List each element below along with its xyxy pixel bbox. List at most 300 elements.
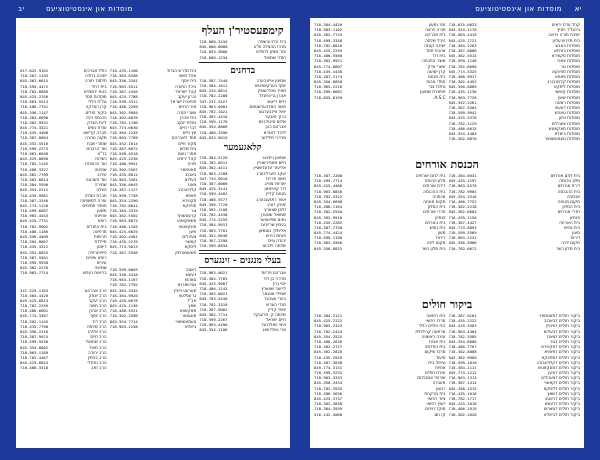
entry-name: ביקור חולים דצעהלים <box>541 375 580 381</box>
entry-name: מקום לינה <box>561 240 580 246</box>
phone-number: 845-354-2290 <box>109 197 138 203</box>
entry-name: אלימלך גוטמאן <box>258 227 286 233</box>
entry-name: שערי תורה <box>177 109 197 115</box>
list-item <box>314 412 446 417</box>
entry-name: מנחם קליין <box>266 191 286 197</box>
entry-name: ביאלא <box>184 323 197 329</box>
entry-name: ביקור חולים דסאטמאר <box>539 313 580 318</box>
entry-name: פנסיון <box>569 214 580 220</box>
bikur-col-2 <box>314 313 446 417</box>
entry-name: שמעון אייזנבערג <box>257 77 286 83</box>
entry-name: דירת אורחים <box>557 183 580 189</box>
list-item <box>314 246 446 251</box>
entry-name: דירות <box>570 235 580 241</box>
phone-number: 718-435-7790 <box>19 323 49 329</box>
list-item <box>449 136 581 141</box>
phone-number: 718-963-3301 <box>109 176 138 182</box>
phone-number: 718-782-3535 <box>314 385 343 391</box>
phone-number: 718-855-8199 <box>314 94 343 100</box>
phone-number: 845-356-1147 <box>19 109 49 115</box>
phone-number: 845-425-6643 <box>19 360 49 366</box>
entry-name: ביקור חולים דראטה <box>544 396 580 401</box>
entry-name: בית דוד <box>432 53 446 59</box>
entry-name: בית ההכנסה <box>423 188 446 194</box>
entry-name: מוסדות טאהש <box>554 110 580 116</box>
phone-number: 718-782-1129 <box>448 120 477 126</box>
phone-number: 845-354-2212 <box>19 187 49 193</box>
entry-name: באבוב <box>185 171 197 177</box>
phone-number: 516-242-5068 <box>314 411 343 417</box>
phone-number: 718-384-1111 <box>448 364 477 370</box>
phone-number: 718-599-4518 <box>109 151 138 156</box>
phone-number: 718-599-3358 <box>314 37 343 43</box>
phone-number: 718-302-2218 <box>448 204 477 210</box>
entry-name: הרב יצחק <box>88 292 107 298</box>
phone-number: 718-302-6621 <box>199 291 228 297</box>
entry-name: חברת הצלה <box>84 192 107 198</box>
phone-number: 845-774-4424 <box>314 230 343 236</box>
entry-name: ישיבה קטנה <box>424 42 446 48</box>
entry-name: בית נופש <box>429 224 446 230</box>
phone-number: 718-302-2020 <box>448 411 477 417</box>
entry-name: בית מנחם <box>428 73 446 79</box>
entry-name: מאקאווא <box>179 308 197 314</box>
entry-name: ראטה <box>185 266 197 272</box>
entry-name: טיפול בית <box>428 359 446 365</box>
phone-number: 718-384-3319 <box>109 208 138 214</box>
phone-number: 718-963-2231 <box>448 235 477 241</box>
section-title-hachnasas-orchim: הכנסת אורחים <box>415 158 479 171</box>
phone-number: 718-435-1616 <box>448 390 477 396</box>
phone-number: 718-599-3232 <box>314 370 343 376</box>
entry-name: חברה קדישא <box>83 130 107 136</box>
phone-number: 718-435-4408 <box>19 130 49 136</box>
phone-number: 718-599-2273 <box>19 145 49 151</box>
entry-name: ביקור חולים דטאהש <box>544 406 580 412</box>
middle-list <box>110 68 197 255</box>
entry-name: עזרת חולים <box>425 370 446 376</box>
phone-number: 718-486-1103 <box>109 223 138 229</box>
phone-number: 718-384-6631 <box>448 173 477 178</box>
phone-number: 718-782-5505 <box>448 333 477 339</box>
entry-name: בית מרקחת <box>424 390 446 396</box>
phone-number: 718-486-1164 <box>314 204 343 210</box>
entry-name: גמ"ח כללי <box>88 99 107 105</box>
entry-name: יוסף בערקאוויטש <box>255 82 286 88</box>
entry-name: בד"צ <box>97 151 107 156</box>
entry-name: לייזער שווארץ <box>261 285 286 291</box>
entry-name: ייעוץ רפואי <box>426 401 446 407</box>
section-title-singers: בעלי מנגנים - זינגערס <box>199 253 286 268</box>
phone-number: 718-486-9941 <box>109 161 138 167</box>
phone-number: 845-425-2256 <box>19 93 49 99</box>
entry-name: מרדכי בן דוד <box>263 275 286 281</box>
entry-name: אחיעזר <box>93 213 107 219</box>
hachnasas-col-1 <box>449 173 581 251</box>
divider <box>199 62 286 63</box>
phone-number: 718-435-1136 <box>448 89 477 95</box>
entry-name: בית לחם אורחים <box>416 173 446 178</box>
entry-name: בנות ירושלים <box>83 88 107 94</box>
phone-number: 718-387-5546 <box>109 249 138 255</box>
entry-name: מוסדות קאשוי <box>554 89 580 95</box>
entry-name: ביקור חולים דקאשוי <box>544 380 580 386</box>
phone-number: 718-486-3318 <box>19 365 49 371</box>
hachnasas-list-1 <box>449 173 581 251</box>
list-item <box>449 412 581 417</box>
phone-number: 718-486-7752 <box>448 198 477 204</box>
list-item <box>199 135 286 140</box>
phone-number: 845-774-3131 <box>314 364 343 370</box>
bikur-col-1 <box>449 313 581 417</box>
entry-name: שומרי שבת <box>86 140 107 146</box>
phone-number: 845-425-6629 <box>109 228 138 234</box>
phone-number: 718-302-8870 <box>448 136 477 142</box>
entry-name: הרב יעקב <box>88 297 107 303</box>
phone-number: 845-425-9087 <box>199 280 228 286</box>
phone-number: 718-963-2258 <box>109 323 138 329</box>
phone-number: 718-963-1102 <box>314 27 343 33</box>
phone-number: 718-599-6603 <box>109 266 138 272</box>
entry-name: ויזניץ <box>187 161 197 167</box>
entry-name: וויען <box>189 228 197 234</box>
entry-name: בית הארחה <box>559 219 580 225</box>
phone-number: 718-599-3312 <box>109 99 138 105</box>
entry-name: אברהם פריעד <box>260 270 286 276</box>
phone-number: 718-782-2424 <box>314 328 343 334</box>
entry-name: ביקור חולים <box>85 109 107 115</box>
entry-name: ביקור חולים דגור <box>550 338 580 344</box>
entry-name: מקוה טהרה <box>85 135 107 141</box>
phone-number: 845-425-1197 <box>448 178 477 184</box>
phone-number: 845-362-2828 <box>314 349 343 355</box>
entry-name: כולל אברכים <box>83 68 107 73</box>
entry-name: מרדכי מיללער <box>260 134 286 140</box>
entry-name: מוסדות פאפא <box>554 73 580 79</box>
phone-number: 718-387-3346 <box>19 197 49 203</box>
phone-number: 718-302-2727 <box>314 344 343 350</box>
entry-name: רופא <box>97 218 107 224</box>
entry-name: דברי חיים <box>179 125 197 131</box>
entry-name: איצי וואלדנער <box>261 322 286 328</box>
phone-number: 718-963-0981 <box>199 103 228 109</box>
phone-number: 718-963-4419 <box>448 32 477 38</box>
phone-number: 845-362-7743 <box>314 32 343 38</box>
entry-name: אכסניה <box>432 193 446 199</box>
phone-number: 718-486-3390 <box>199 129 228 135</box>
phone-number: 845-356-3434 <box>314 380 343 386</box>
entry-name: אהל משה <box>178 73 197 79</box>
entry-name: אונגוואר <box>181 313 197 319</box>
phone-number: 845-362-3345 <box>109 287 138 293</box>
phone-number: 718-486-1919 <box>448 406 477 412</box>
phone-number: 718-302-9932 <box>19 119 49 125</box>
entry-name: גור <box>191 208 197 214</box>
list-item <box>199 327 286 332</box>
entry-name: שמיעה <box>94 265 107 271</box>
phone-number: 718-387-5504 <box>448 105 477 110</box>
phone-number: 718-387-4427 <box>448 219 477 225</box>
entry-name: אהבת חסד <box>425 47 446 53</box>
phone-number: 718-000-1234 <box>199 54 228 60</box>
phone-number: 718-782-2259 <box>19 303 49 309</box>
entry-name: מרפאה קהילתית <box>415 328 446 334</box>
phone-number: 718-384-5590 <box>19 182 49 188</box>
entry-name: פאפא <box>185 192 197 198</box>
phone-number: 718-963-3333 <box>314 375 343 381</box>
phone-number: 845-783-5540 <box>199 296 228 302</box>
entry-name: הצלה <box>96 187 107 193</box>
entry-name: חדרי אורחים <box>423 209 446 215</box>
entry-name: משה פריינד <box>265 175 286 181</box>
entry-name: מרכז רפואי <box>425 318 446 324</box>
entry-name: בית מלון כשר <box>556 245 580 251</box>
entry-name: קאשוי <box>185 239 197 245</box>
phone-number: 845-362-9904 <box>109 109 138 115</box>
entry-name: שלום טייטלבוים <box>258 119 286 125</box>
entry-name: לינת הצדק <box>87 119 107 125</box>
entry-name: בית נופש <box>564 224 580 230</box>
phone-number: 718-486-5560 <box>314 53 343 59</box>
phone-number: 718-387-9002 <box>199 306 228 312</box>
entry-name: קהל ישראל <box>175 88 197 94</box>
phone-number: 845-425-3303 <box>448 323 477 329</box>
phone-number: 845-774-6607 <box>314 63 343 69</box>
hachnasas-col-2 <box>314 173 446 251</box>
entry-name: מוסדות באבוב <box>554 42 580 48</box>
entry-name: מוסדות מונקאטש <box>548 125 580 131</box>
entry-name: ברעסלעוו <box>178 292 197 298</box>
list-item <box>199 243 286 248</box>
entry-name: דוד קויפמאן <box>264 186 286 192</box>
entry-name: מוסדות ליסקא <box>553 84 580 90</box>
entry-name: מאיר גאלדשטיין <box>257 88 286 94</box>
phone-number: 845-354-4483 <box>448 130 477 136</box>
phone-number: 845-362-7714 <box>199 311 228 317</box>
phone-number: 718-302-9921 <box>314 58 343 64</box>
phone-number: 347-743-9010 <box>199 175 228 181</box>
phone-number: 845-425-3376 <box>448 115 477 121</box>
right-page <box>310 18 584 448</box>
phone-number: 845-354-7714 <box>109 318 138 324</box>
phone-number: 718-963-8874 <box>109 218 138 224</box>
entry-name: מוסדות ספינקא <box>552 68 580 74</box>
phone-number: 718-486-5521 <box>109 308 138 314</box>
phone-number: 718-384-1611 <box>199 82 228 88</box>
entry-name: יעקב פערלבערג <box>256 170 286 176</box>
phone-number: 718-387-8864 <box>19 135 49 141</box>
phone-number: 718-599-7758 <box>109 192 138 198</box>
entry-name: ביקור חולים דבעלזא <box>543 328 580 334</box>
entry-name: עיניים <box>96 259 107 265</box>
entry-name: הרב דוד <box>92 318 107 324</box>
phone-number: 718-963-8856 <box>314 188 343 194</box>
entry-name: בערי וועבער <box>264 296 286 302</box>
top-section-list <box>199 39 286 60</box>
phone-number: 718-486-5577 <box>199 196 228 202</box>
phone-number: 718-435-4438 <box>314 68 343 74</box>
phone-number: 718-963-2216 <box>314 84 343 90</box>
entry-name: היכל שלמה <box>424 37 446 43</box>
hachnasas-list-2 <box>314 173 446 251</box>
entry-name: הרב יוסף <box>90 313 107 319</box>
entry-name: אשר ראזענבערג <box>256 196 286 202</box>
phone-number: 718-625-0023 <box>448 22 477 27</box>
entry-name: ביקור חולים דדעעש <box>544 401 580 407</box>
right-page-header <box>310 4 584 15</box>
entry-name: סיעוד <box>435 354 446 360</box>
entry-name: נחלת צבי <box>428 84 446 90</box>
entry-name: צאנז <box>187 182 197 188</box>
entry-name: קרן ישועה <box>427 68 446 74</box>
phone-number: 718-486-1143 <box>199 285 228 291</box>
phone-number: 718-782-4467 <box>19 354 49 360</box>
entry-name: תלמוד תורה <box>84 78 107 84</box>
entry-name: בית הארחה <box>424 219 446 225</box>
entry-name: קרן הצדקה <box>85 104 107 110</box>
phone-number: 718-486-9917 <box>448 73 477 79</box>
entry-name: נאדווארנא <box>177 282 197 288</box>
phone-number: 845-000-0000 <box>199 44 228 50</box>
entry-name: הרב שמואל <box>85 339 107 345</box>
entry-name: זכרון יעקב <box>177 93 197 99</box>
phone-number: 718-963-5566 <box>314 240 343 246</box>
entry-name: בית מדרש הגדול <box>166 68 197 73</box>
phone-number: 718-384-4426 <box>19 292 49 298</box>
entry-name: בית שלום <box>179 145 197 151</box>
right-page-running-title: מוסדות און אינסטיטוציעס <box>475 5 562 13</box>
phone-number: 718-435-9981 <box>19 192 49 198</box>
entry-name: טעמעשוואר <box>175 318 197 324</box>
entry-name: פנסיון <box>435 214 446 220</box>
phone-number: 718-435-2282 <box>314 219 343 225</box>
phone-number: 718-782-2288 <box>199 93 228 99</box>
phone-number: 718-435-2929 <box>314 354 343 360</box>
entry-name: עזרה ראשונה <box>421 333 446 339</box>
phone-number: 718-599-9942 <box>448 110 477 116</box>
entry-name: חב"ד <box>186 297 197 303</box>
phone-number: 718-387-8806 <box>448 47 477 53</box>
entry-name: תורה ויראה <box>425 27 446 33</box>
section-title-bikur-cholim: ביקור חולים <box>421 298 473 311</box>
phone-number: 718-599-9938 <box>19 259 49 265</box>
entry-name: בריאות הנפש <box>82 270 107 276</box>
entry-name: בית יוסף <box>181 78 197 84</box>
entry-name: ביקור חולים דפאפא <box>544 349 580 355</box>
badchonim-list <box>199 78 286 140</box>
phone-number: 718-599-4472 <box>19 83 49 89</box>
phone-number: 718-302-6614 <box>19 176 49 182</box>
entry-name: עזרת נשים <box>87 125 107 131</box>
entry-name: סקווירא <box>182 197 197 203</box>
entry-name: הרב חיים <box>90 334 107 340</box>
phone-number: 718-387-2208 <box>314 173 343 178</box>
entry-name: אמרי נועם <box>177 151 197 156</box>
entry-name: עזר מציון לחולים <box>256 49 286 55</box>
entry-name: בעלזא <box>184 176 197 182</box>
phone-number: 718-384-5720 <box>199 155 228 160</box>
phone-number: 845-356-7720 <box>199 201 228 207</box>
entry-name: ביקור חולים דסקווירא <box>541 344 580 350</box>
section-title-badchonim: בדחנים <box>230 65 256 76</box>
phone-number: 845-354-1186 <box>199 327 228 333</box>
phone-number: 917-822-9102 <box>19 68 49 73</box>
entry-name: מרפאה <box>93 228 107 234</box>
phone-number: 845-362-6684 <box>448 209 477 215</box>
phone-number: 845-425-1136 <box>109 303 138 309</box>
entry-name: מונקאטש <box>179 223 197 229</box>
phone-number: 718-486-6615 <box>448 125 477 131</box>
entry-name: שחיטה <box>94 166 107 172</box>
phone-number: 845-354-6606 <box>448 338 477 344</box>
phone-number: 845-425-2222 <box>314 318 343 324</box>
phone-number: 845-774-2255 <box>199 217 228 223</box>
entry-name: מוסדות צעהלים <box>551 120 580 126</box>
phone-number: 718-302-5540 <box>314 209 343 215</box>
entry-name: הרב אהרן <box>88 308 107 314</box>
entry-name: הרב בנימין <box>87 354 107 360</box>
entry-name: מיילדת <box>94 239 107 245</box>
entry-name: ברוך זאבער <box>264 114 286 120</box>
entry-name: צעהלים <box>182 234 197 239</box>
phone-number: 845-354-8802 <box>19 344 49 350</box>
klugemer-list <box>199 155 286 248</box>
entry-name: עזר ומעון <box>428 22 446 27</box>
phone-number: 718-387-0101 <box>448 313 477 318</box>
phone-number: 845-354-3316 <box>448 193 477 199</box>
entry-name: ביקור חולים דביאלא <box>543 411 580 417</box>
phone-number: 718-387-0066 <box>199 180 228 186</box>
phone-number: 718-963-4490 <box>199 322 228 328</box>
entry-name: קרעטשניף <box>177 213 197 219</box>
phone-number: 718-782-9902 <box>19 223 49 229</box>
entry-name: חסדי שמואל <box>263 54 286 60</box>
phone-number: 718-963-4453 <box>19 213 49 219</box>
top-section-title: קימפעסטיר'ן העלף <box>201 24 284 37</box>
entry-name: ישראל צווייג <box>264 180 286 186</box>
entry-name: ביקור חולים דשאץ <box>547 390 580 396</box>
phone-number: 845-362-9909 <box>448 354 477 360</box>
phone-number: 845-774-3387 <box>19 313 49 319</box>
phone-number: 718-599-1148 <box>448 58 477 64</box>
entry-name: בית חולים כללי <box>418 323 446 329</box>
list-item <box>110 324 197 329</box>
phone-number: 718-384-3939 <box>314 406 343 412</box>
phone-number: 718-302-5567 <box>109 166 138 172</box>
phone-number: 845-362-2270 <box>19 265 49 271</box>
entry-name: תפארת שמעון <box>420 89 446 95</box>
phone-number: 845-356-9906 <box>448 240 477 246</box>
entry-name: שמעון נייבוער <box>261 155 286 160</box>
entry-name: אחיות <box>435 364 446 370</box>
entry-name: מקום מנוחה <box>423 198 446 204</box>
phone-number: 718-782-8816 <box>314 42 343 48</box>
entry-name: הרב אליהו <box>87 329 107 334</box>
entry-name: יואלי קליין <box>268 306 286 312</box>
entry-name: חסדי אבות <box>426 79 446 85</box>
entry-name: אהרן גרינפעלד <box>259 93 286 99</box>
entry-name: מעון <box>572 230 580 236</box>
phone-number: 718-387-1193 <box>19 73 49 79</box>
entry-name: בית ההכנסה <box>557 188 580 194</box>
entry-name: מוסדות בעלזא <box>554 47 580 53</box>
phone-number: 718-384-7765 <box>199 275 228 281</box>
entry-name: מוסדות גור <box>560 63 580 69</box>
phone-number: 718-302-3390 <box>109 313 138 319</box>
entry-name: לייבל לאנדא <box>263 129 286 135</box>
entry-name: ועד הרבנים <box>86 145 107 151</box>
entry-name: הרב אברהם <box>84 287 107 293</box>
